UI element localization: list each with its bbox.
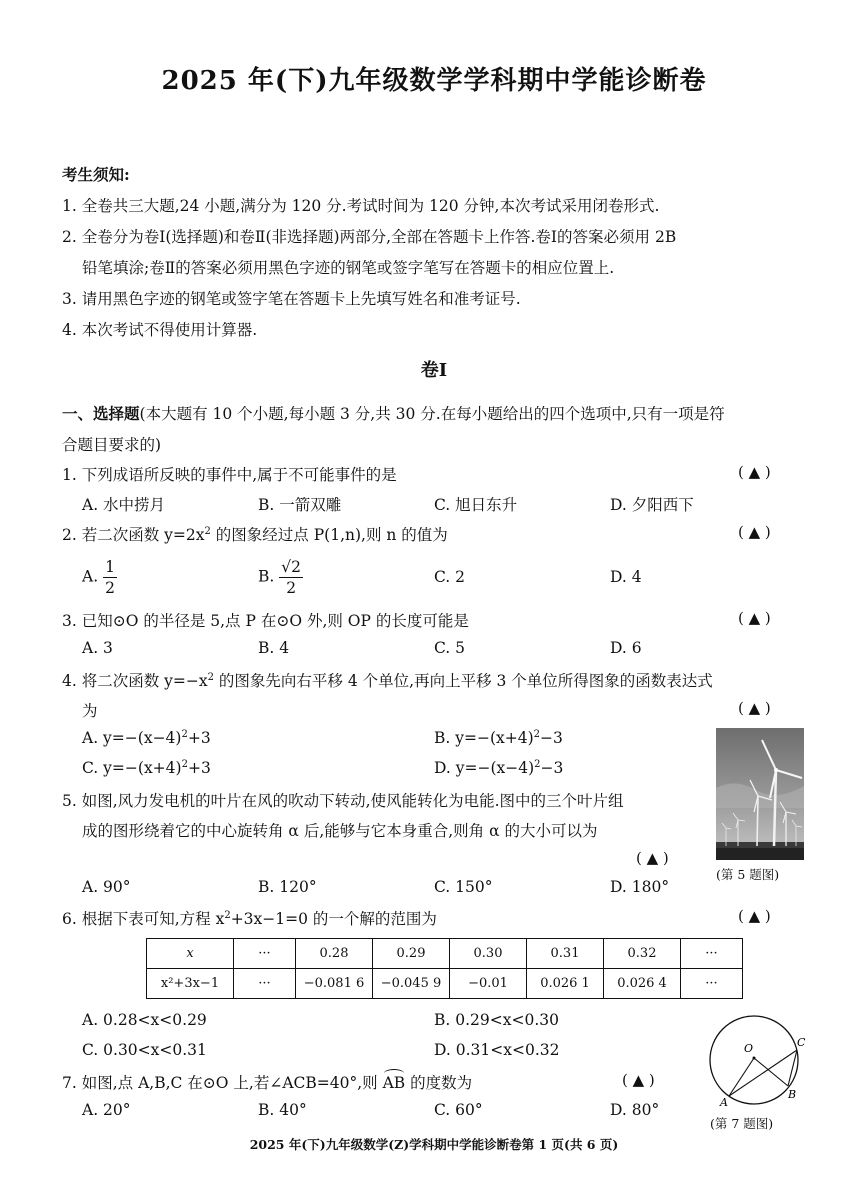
table-cell: −0.081 6 bbox=[296, 969, 373, 999]
q4-stem-sup: 2 bbox=[207, 671, 214, 683]
q6-stem-part2: +3x−1=0 的一个解的范围为 bbox=[230, 910, 437, 928]
q2-stem-sup: 2 bbox=[204, 525, 211, 537]
table-cell: 0.28 bbox=[296, 939, 373, 969]
page-title: 2025 年(下)九年级数学学科期中学能诊断卷 bbox=[161, 66, 707, 96]
q5-answer-paren: ( ▲ ) bbox=[636, 849, 669, 867]
q3-option-d: D. 6 bbox=[610, 639, 642, 657]
q4-stem-part1: 4. 将二次函数 y=−x bbox=[62, 672, 208, 690]
q5-option-a: A. 90° bbox=[82, 878, 131, 896]
q4-a1: A. y=−(x−4) bbox=[82, 729, 182, 748]
q4-answer-paren: ( ▲ ) bbox=[738, 699, 771, 717]
q4-stem-part2: 的图象先向右平移 4 个单位,再向上平移 3 个单位所得图象的函数表达式 bbox=[214, 672, 713, 690]
table-cell: 0.026 1 bbox=[527, 969, 604, 999]
notice-item-2-cont: 铅笔填涂;卷Ⅱ的答案必须用黑色字迹的钢笔或签字笔写在答题卡的相应位置上. bbox=[82, 259, 615, 277]
q7-label-c: C bbox=[797, 1036, 806, 1049]
q4-d-sup: 2 bbox=[534, 759, 541, 770]
q2-a-num: 1 bbox=[105, 558, 115, 576]
table-cell: −0.045 9 bbox=[373, 969, 450, 999]
q5-option-d: D. 180° bbox=[610, 878, 670, 896]
table-cell: ··· bbox=[681, 939, 743, 969]
q1-option-b: B. 一箭双雕 bbox=[258, 496, 342, 514]
q4-c1: C. y=−(x+4) bbox=[82, 759, 182, 778]
q6-stem-sup: 2 bbox=[224, 909, 231, 921]
q7-label-o: O bbox=[744, 1042, 754, 1055]
notice-item-4: 4. 本次考试不得使用计算器. bbox=[62, 321, 258, 339]
table-cell: x bbox=[147, 939, 234, 969]
q2-stem bbox=[62, 523, 448, 545]
table-cell: ··· bbox=[681, 969, 743, 999]
q1-option-c: C. 旭日东升 bbox=[434, 496, 518, 514]
q7-stem bbox=[62, 1071, 472, 1093]
notice-heading: 考生须知: bbox=[62, 165, 130, 184]
page-footer: 2025 年(下)九年级数学(Z)学科期中学能诊断卷第 1 页(共 6 页) bbox=[249, 1137, 619, 1152]
q1-stem: 1. 下列成语所反映的事件中,属于不可能事件的是 bbox=[62, 466, 397, 484]
table-row bbox=[147, 969, 743, 999]
section-title: 卷Ⅰ bbox=[420, 360, 448, 381]
q2-stem-part1: 2. 若二次函数 y=2x bbox=[62, 526, 205, 544]
q7-circle-diagram bbox=[700, 1014, 810, 1114]
notice-item-1: 1. 全卷共三大题,24 小题,满分为 120 分.考试时间为 120 分钟,本次考试采用闭卷形式. bbox=[62, 197, 660, 215]
q7-stem-part1: 7. 如图,点 A,B,C 在⊙O 上,若∠ACB=40°,则 bbox=[62, 1074, 383, 1092]
q2-option-a-label: A. bbox=[82, 567, 99, 586]
q2-option-b-fraction bbox=[279, 557, 303, 598]
q4-b-sup: 2 bbox=[533, 729, 541, 740]
q4-option-b bbox=[434, 729, 563, 747]
q7-option-a: A. 20° bbox=[82, 1101, 131, 1119]
notice-item-2: 2. 全卷分为卷Ⅰ(选择题)和卷Ⅱ(非选择题)两部分,全部在答题卡上作答.卷Ⅰ的答案必须用 2B bbox=[62, 228, 677, 246]
q4-stem bbox=[62, 669, 713, 691]
table-cell: 0.32 bbox=[604, 939, 681, 969]
q6-stem bbox=[62, 907, 437, 929]
wind-turbine-photo bbox=[716, 728, 804, 860]
q6-option-a: A. 0.28<x<0.29 bbox=[82, 1011, 207, 1029]
q4-stem-cont: 为 bbox=[82, 702, 98, 720]
q6-option-d: D. 0.31<x<0.32 bbox=[434, 1041, 560, 1059]
part1-header bbox=[62, 402, 725, 424]
part1-desc: (本大题有 10 个小题,每小题 3 分,共 30 分.在每小题给出的四个选项中,只有一项是符 bbox=[139, 405, 725, 423]
table-cell: 0.29 bbox=[373, 939, 450, 969]
q7-option-b: B. 40° bbox=[258, 1101, 307, 1119]
q5-option-c: C. 150° bbox=[434, 878, 493, 896]
q4-c-sup: 2 bbox=[181, 759, 188, 770]
q1-option-a: A. 水中捞月 bbox=[82, 496, 166, 514]
q2-option-b-label: B. bbox=[258, 567, 275, 586]
q4-b2: −3 bbox=[540, 729, 563, 748]
table-cell: 0.31 bbox=[527, 939, 604, 969]
q6-stem-part1: 6. 根据下表可知,方程 x bbox=[62, 910, 225, 928]
q4-a-sup: 2 bbox=[181, 729, 188, 740]
q1-answer-paren: ( ▲ ) bbox=[738, 463, 771, 481]
q4-c2: +3 bbox=[187, 759, 211, 778]
table-row bbox=[147, 939, 743, 969]
q2-b-num: √2 bbox=[281, 558, 302, 576]
table-cell: 0.026 4 bbox=[604, 969, 681, 999]
q2-stem-part2: 的图象经过点 P(1,n),则 n 的值为 bbox=[210, 526, 448, 544]
q6-value-table bbox=[146, 938, 743, 999]
q3-option-b: B. 4 bbox=[258, 639, 290, 657]
q4-d2: −3 bbox=[540, 759, 564, 778]
part1-desc-cont: 合题目要求的) bbox=[62, 436, 162, 454]
q2-option-a-fraction bbox=[103, 557, 117, 598]
q6-option-b: B. 0.29<x<0.30 bbox=[434, 1011, 559, 1029]
q4-b1: B. y=−(x+4) bbox=[434, 729, 534, 748]
table-cell: x²+3x−1 bbox=[147, 969, 234, 999]
q6-option-c: C. 0.30<x<0.31 bbox=[82, 1041, 207, 1059]
notice-item-3: 3. 请用黑色字迹的钢笔或签字笔在答题卡上先填写姓名和准考证号. bbox=[62, 290, 521, 308]
q2-option-b bbox=[258, 557, 303, 598]
table-cell: 0.30 bbox=[450, 939, 527, 969]
q6-answer-paren: ( ▲ ) bbox=[738, 907, 771, 925]
q7-answer-paren: ( ▲ ) bbox=[622, 1071, 655, 1089]
q7-stem-part2: 的度数为 bbox=[405, 1074, 473, 1092]
q7-option-d: D. 80° bbox=[610, 1101, 660, 1119]
q7-label-a: A bbox=[720, 1096, 728, 1109]
q3-answer-paren: ( ▲ ) bbox=[738, 609, 771, 627]
q2-option-d: D. 4 bbox=[610, 568, 642, 586]
q1-option-d: D. 夕阳西下 bbox=[610, 496, 694, 514]
table-cell: ··· bbox=[234, 939, 296, 969]
q2-b-den: 2 bbox=[286, 579, 297, 597]
q4-d1: D. y=−(x−4) bbox=[434, 759, 535, 778]
q5-option-b: B. 120° bbox=[258, 878, 317, 896]
q7-label-b: B bbox=[788, 1088, 797, 1101]
q2-a-den: 2 bbox=[105, 579, 115, 597]
q3-option-a: A. 3 bbox=[82, 639, 113, 657]
q7-option-c: C. 60° bbox=[434, 1101, 483, 1119]
q7-figure-caption: (第 7 题图) bbox=[710, 1116, 774, 1131]
q3-option-c: C. 5 bbox=[434, 639, 466, 657]
q2-option-c: C. 2 bbox=[434, 568, 466, 586]
q4-option-a bbox=[82, 729, 211, 747]
q5-stem-cont: 成的图形绕着它的中心旋转角 α 后,能够与它本身重合,则角 α 的大小可以为 bbox=[82, 822, 598, 840]
q2-option-a bbox=[82, 557, 117, 598]
q7-arc-ab: AB bbox=[382, 1074, 406, 1092]
q4-option-c bbox=[82, 759, 211, 777]
q5-stem: 5. 如图,风力发电机的叶片在风的吹动下转动,使风能转化为电能.图中的三个叶片组 bbox=[62, 792, 624, 810]
part1-heading: 一、选择题 bbox=[62, 404, 140, 423]
table-cell: −0.01 bbox=[450, 969, 527, 999]
q2-answer-paren: ( ▲ ) bbox=[738, 523, 771, 541]
table-cell: ··· bbox=[234, 969, 296, 999]
q4-a2: +3 bbox=[187, 729, 211, 748]
q3-stem: 3. 已知⊙O 的半径是 5,点 P 在⊙O 外,则 OP 的长度可能是 bbox=[62, 612, 469, 630]
q5-figure-caption: (第 5 题图) bbox=[716, 867, 780, 882]
q4-option-d bbox=[434, 759, 563, 777]
